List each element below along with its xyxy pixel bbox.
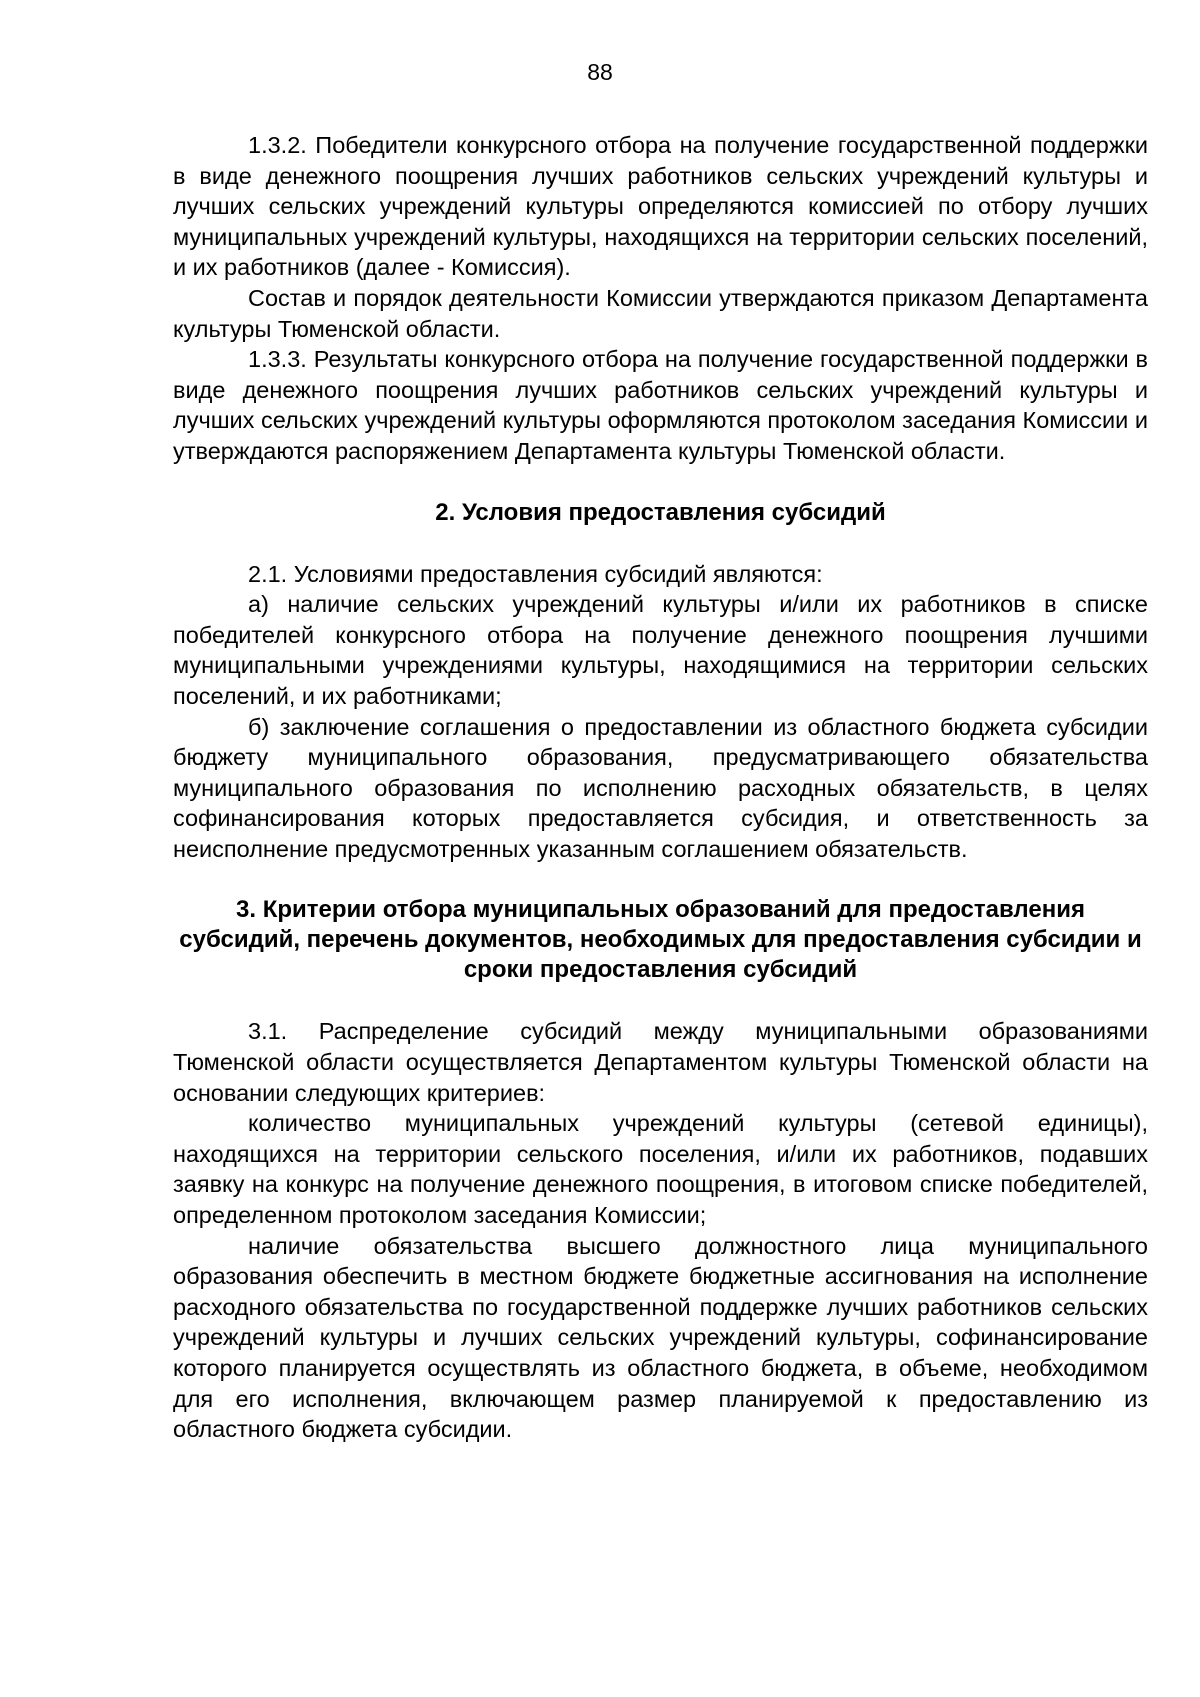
- section-2-heading: 2. Условия предоставления субсидий: [435, 498, 886, 526]
- paragraph-2-1: 2.1. Условиями предоставления субсидий являются:: [248, 560, 823, 587]
- page-number: 88: [587, 59, 613, 85]
- paragraph-1-3-3: 1.3.3. Результаты конкурсного отбора на получение государственной поддержки в виде денежного поощрения лучших работников сельских учреждений культуры и лучших сельских учреждений культуры оформляются протоколом заседания Комиссии и утверждаются распоряжением Департамента культуры Тюменской области.: [173, 346, 1148, 464]
- paragraph-2-1-a: а) наличие сельских учреждений культуры и/или их работников в списке победителей конкурсного отбора на получение денежного поощрения лучшими муниципальными учреждениями культуры, находящимися на территории сельских поселений, и их работниками;: [173, 591, 1148, 709]
- paragraph-criterion-count: количество муниципальных учреждений культуры (сетевой единицы), находящихся на территории сельского поселения, и/или их работников, подавших заявку на конкурс на получение денежного поощрения, в итоговом списке победителей, определенном протоколом заседания Комиссии;: [173, 1110, 1148, 1229]
- paragraph-commission-composition: Состав и порядок деятельности Комиссии утверждаются приказом Департамента культуры Тюменской области.: [173, 284, 1148, 342]
- paragraph-3-1: 3.1. Распределение субсидий между муниципальными образованиями Тюменской области осуществляется Департаментом культуры Тюменской области на основании следующих критериев:: [173, 1018, 1148, 1106]
- section-3-heading: 3. Критерии отбора муниципальных образований для предоставления субсидий, перечень документов, необходимых для предоставления субсидии и сроки предоставления субсидий: [179, 896, 1142, 984]
- document-body: [173, 130, 1148, 1445]
- paragraph-criterion-obligation: наличие обязательства высшего должностного лица муниципального образования обеспечить в местном бюджете бюджетные ассигнования на исполнение расходного обязательства по государственной поддержке лучших работников сельских учреждений культуры и лучших сельских учреждений культуры, софинансирование которого планируется осуществлять из областного бюджета, в объеме, необходимом для его исполнения, включающем размер планируемой к предоставлению из областного бюджета субсидии.: [173, 1232, 1148, 1443]
- paragraph-2-1-b: б) заключение соглашения о предоставлении из областного бюджета субсидии бюджету муниципального образования, предусматривающего обязательства муниципального образования по исполнению расходных обязательств, в целях софинансирования которых предоставляется субсидия, и ответственность за неисполнение предусмотренных указанным соглашением обязательств.: [173, 713, 1148, 862]
- paragraph-1-3-2: 1.3.2. Победители конкурсного отбора на получение государственной поддержки в виде денежного поощрения лучших работников сельских учреждений культуры и лучших сельских учреждений культуры определяются комиссией по отбору лучших муниципальных учреждений культуры, находящихся на территории сельских поселений, и их работников (далее - Комиссия).: [173, 132, 1148, 281]
